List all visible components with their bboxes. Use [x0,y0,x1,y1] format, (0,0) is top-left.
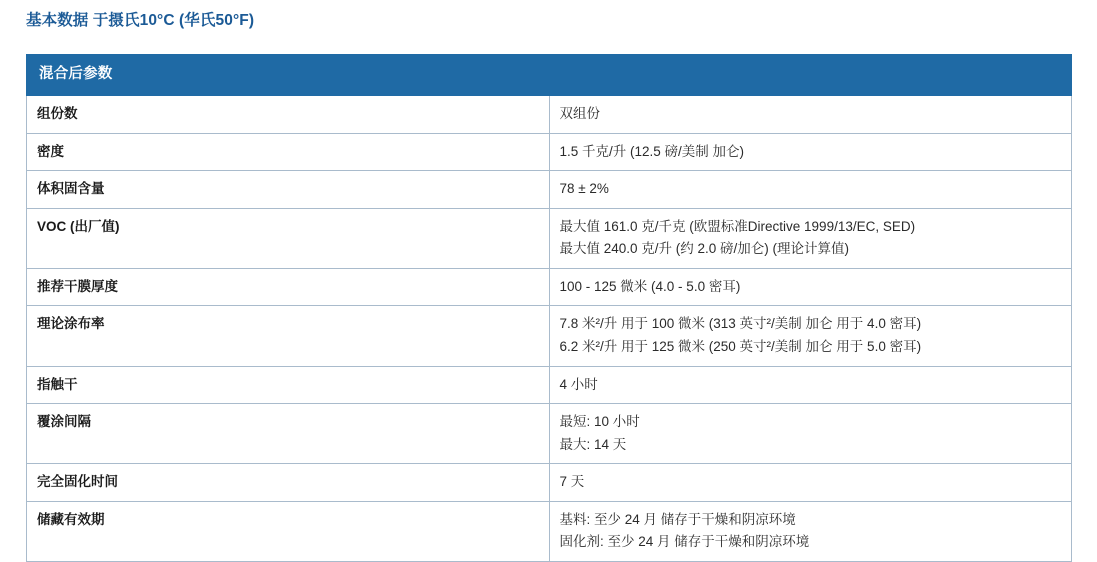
property-label: 完全固化时间 [27,464,550,502]
property-value [549,501,1072,561]
table-row [27,404,1072,464]
page-title: 基本数据 于摄氏10°C (华氏50°F) [26,12,255,29]
property-value-line: 最大值 161.0 克/千克 (欧盟标准Directive 1999/13/EC, SED) [559,218,916,234]
table-row [27,171,1072,209]
property-value-line: 双组份 [559,106,600,122]
property-label: 理论涂布率 [27,306,550,366]
table-row [27,268,1072,306]
property-value [549,268,1072,306]
property-value [549,171,1072,209]
property-value [549,464,1072,502]
property-value [549,96,1072,134]
table-header [27,55,1072,96]
property-value [549,133,1072,171]
property-label: 覆涂间隔 [27,404,550,464]
table-row [27,501,1072,561]
property-value-line: 100 - 125 微米 (4.0 - 5.0 密耳) [559,278,741,294]
table-row [27,366,1072,404]
property-value-line: 7 天 [559,474,585,490]
property-value-line: 最短: 10 小时 [559,414,640,430]
property-label: 密度 [27,133,550,171]
table-row [27,306,1072,366]
property-value-line: 最大值 240.0 克/升 (约 2.0 磅/加仑) (理论计算值) [559,241,850,257]
property-label: 推荐干膜厚度 [27,268,550,306]
property-value-line: 7.8 米²/升 用于 100 微米 (313 英寸²/美制 加仑 用于 4.0 密耳) [559,316,922,332]
property-label: 体积固含量 [27,171,550,209]
property-value-line: 基料: 至少 24 月 储存于干燥和阴凉环境 [559,511,796,527]
property-value [549,366,1072,404]
table-header-cell: 混合后参数 [27,55,1072,96]
table-row [27,96,1072,134]
property-value-line: 固化剂: 至少 24 月 储存于干燥和阴凉环境 [559,534,810,550]
table-body [27,96,1072,562]
property-label: 组份数 [27,96,550,134]
property-label: VOC (出厂值) [27,208,550,268]
property-value [549,306,1072,366]
property-label: 储藏有效期 [27,501,550,561]
property-value-line: 1.5 千克/升 (12.5 磅/美制 加仑) [559,143,745,159]
property-value [549,404,1072,464]
property-value-line: 最大: 14 天 [559,436,627,452]
property-value-line: 78 ± 2% [559,181,609,197]
table-row [27,133,1072,171]
table-header-row [27,55,1072,96]
property-label: 指触干 [27,366,550,404]
property-value-line: 4 小时 [559,376,598,392]
basic-data-table [26,54,1072,562]
table-row [27,464,1072,502]
property-value-line: 6.2 米²/升 用于 125 微米 (250 英寸²/美制 加仑 用于 5.0 密耳) [559,338,922,354]
property-value [549,208,1072,268]
table-row [27,208,1072,268]
